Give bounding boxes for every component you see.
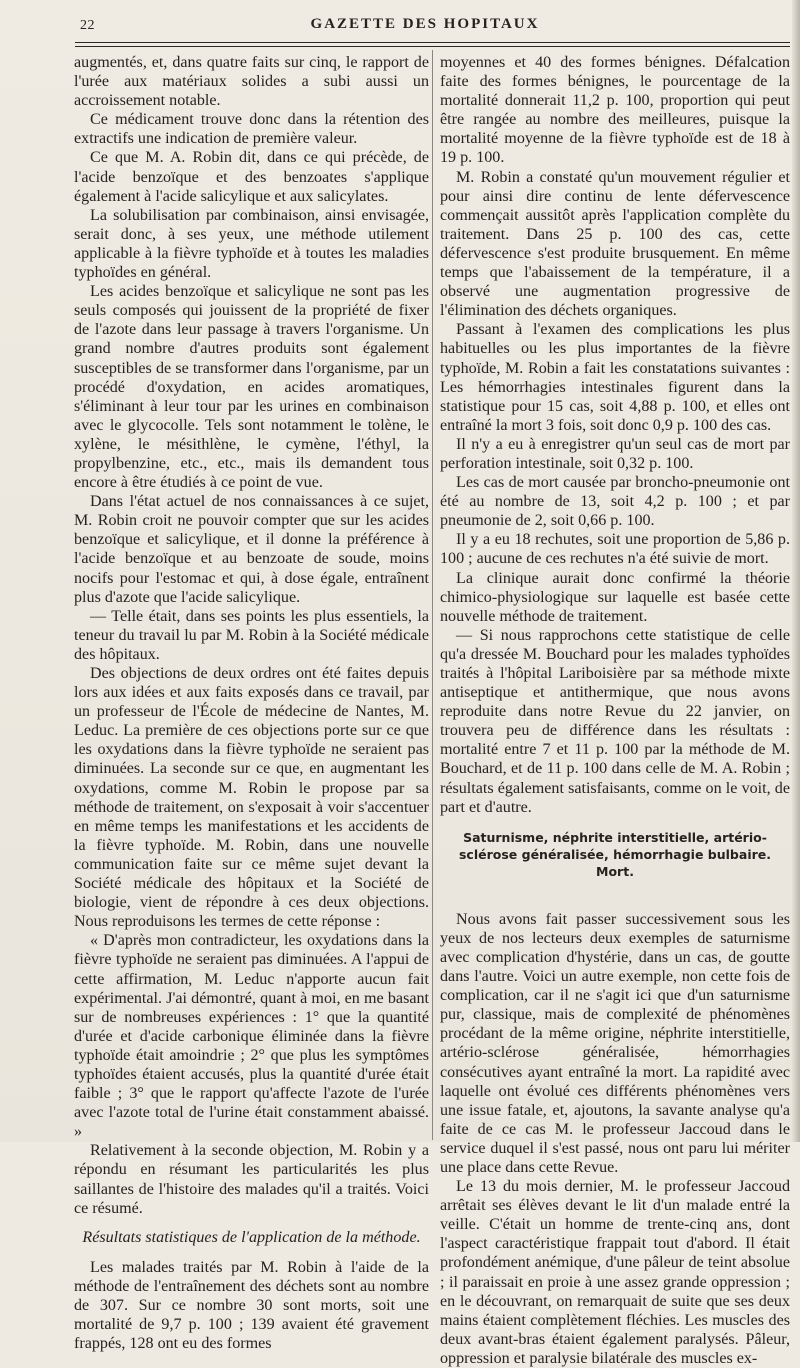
paragraph: Ce que M. A. Robin dit, dans ce qui précède, de l'acide benzoïque et des benzoates s'applique également à l'acide salicylique et aux salicylates. — [74, 149, 429, 205]
paragraph: Nous avons fait passer successivement sous les yeux de nos lecteurs deux exemples de saturnisme avec complication d'hystérie, dans un cas, de goutte dans l'autre. Voici un autre exemple, non cette fois de complication, car il ne s'agit ici que d'un saturnisme pur, classique, mais de complexité de phénomènes procédant de la même origine, néphrite interstitielle, artério-sclérose généralisée, hémorrhagies consécutives ayant entraîné la mort. La rapidité avec laquelle ont évolué ces différents phénomènes vers une issue fatale, et, ajoutons, la savante analyse qu'a faite de ce cas M. le professeur Jaccoud dans le service duquel il s'est passé, nous ont paru lui mériter une place dans cette Revue. — [440, 910, 790, 1176]
paragraph: moyennes et 40 des formes bénignes. Défalcation faite des formes bénignes, le pourcentage de la mortalité donnerait 11,2 p. 100, proportion qui peut être rangée au nombre des meilleures, puisque la mortalité moyenne de la fièvre typhoïde est de 18 à 19 p. 100. — [440, 54, 790, 167]
paragraph: Relativement à la seconde objection, M. Robin y a répondu en résumant les particularités les plus saillantes de l'histoire des malades qu'il a traités. Voici ce résumé. — [74, 1142, 429, 1217]
paragraph: Il y a eu 18 rechutes, soit une proportion de 5,86 p. 100 ; aucune de ces rechutes n'a été suivie de mort. — [440, 531, 790, 568]
paragraph: M. Robin a constaté qu'un mouvement régulier et pour ainsi dire continu de lente défervescence commençait aussitôt après l'application complète du traitement. Dans 25 p. 100 des cas, cette défervescence s'est produite brusquement. En même temps que l'abaissement de la température, il a observé une augmentation progressive de l'élimination des déchets organiques. — [440, 168, 790, 320]
paragraph: augmentés, et, dans quatre faits sur cinq, le rapport de l'urée aux matériaux solides a subi aussi un accroissement notable. — [74, 54, 429, 110]
paragraph: La clinique aurait donc confirmé la théorie chimico-physiologique sur laquelle est basée cette nouvelle méthode de traitement. — [440, 569, 790, 625]
paragraph: Dans l'état actuel de nos connaissances à ce sujet, M. Robin croit ne pouvoir compter que sur les acides benzoïque et salicylique, et il donne la préférence à l'acide benzoïque et au benzoate de soude, moins nocifs pour l'estomac et qui, à dose égale, entraînent plus d'azote que l'acide salicylique. — [74, 493, 429, 606]
header-rule — [75, 42, 790, 43]
left-column — [74, 53, 429, 1353]
paragraph: Les malades traités par M. Robin à l'aide de la méthode de l'entraînement des déchets sont au nombre de 307. Sur ce nombre 30 sont morts, soit une mortalité de 9,7 p. 100 ; 139 avaient été gravement frappés, 128 ont eu des formes — [74, 1258, 429, 1353]
paragraph: Le 13 du mois dernier, M. le professeur Jaccoud arrêtait ses élèves devant le lit d'un malade entré la veille. C'était un homme de trente-cinq ans, dont l'aspect caractéristique frappait tout d'abord. Il était profondément anémique, d'une pâleur de teint absolue ; il paraissait en proie à une assez grande oppression ; en le découvrant, on remarquait de suite que ses deux mains étaient complètement fléchies. Les muscles des deux avant-bras étaient également paralysés. Pâleur, oppression et paralysie bilatérale des muscles ex- — [440, 1178, 790, 1367]
paragraph: Des objections de deux ordres ont été faites depuis lors aux idées et aux faits exposés dans ce travail, par un professeur de l'École de médecine de Nantes, M. Leduc. La première de ces objections porte sur ce que les oxydations dans la fièvre typhoïde ne seraient pas diminuées. La seconde sur ce que, en augmentant les oxydations, comme M. Robin le propose par sa méthode de traitement, on s'exposait à voir s'accentuer en même temps les manifestations et les accidents de la fièvre typhoïde. M. Robin, dans une nouvelle communication faite sur ce même sujet devant la Société médicale des hôpitaux et la Société de biologie, vient de répondre à ces deux objections. Nous reproduisons les termes de cette réponse : — [74, 665, 429, 931]
page-edge — [792, 0, 800, 1142]
paragraph: Il n'y a eu à enregistrer qu'un seul cas de mort par perforation intestinale, soit 0,32 p. 100. — [440, 435, 790, 472]
paragraph: Ce médicament trouve donc dans la rétention des extractifs une indication de première valeur. — [74, 111, 429, 148]
paragraph: La solubilisation par combinaison, ainsi envisagée, serait donc, à ses yeux, une méthode utilement applicable à la fièvre typhoïde et à toutes les maladies typhoïdes en général. — [74, 206, 429, 282]
paragraph: Les acides benzoïque et salicylique ne sont pas les seuls composés qui jouissent de la propriété de fixer de l'azote dans leur passage à travers l'organisme. Un grand nombre d'autres produits sont également susceptibles de se transformer dans l'organisme, par un procédé d'oxydation, en acides aromatiques, s'éliminant à leur tour par les urines en combinaison avec le glycocolle. Tels sont notamment le tolène, le xylène, le mésithlène, le cymène, l'éthyl, la propylbenzine, etc., etc., mais ils demandent tous encore à être étudiés à ce point de vue. — [74, 283, 429, 492]
header-rule-double — [75, 46, 790, 47]
paragraph: Les cas de mort causée par broncho-pneumonie ont été au nombre de 13, soit 4,2 p. 100 ; et par pneumonie de 2, soit 0,66 p. 100. — [440, 474, 790, 530]
page-header — [60, 12, 790, 38]
paragraph: Passant à l'examen des complications les plus habituelles ou les plus importantes de la fièvre typhoïde, M. Robin a fait les constatations suivantes : Les hémorrhagies intestinales figurent dans la statistique pour 15 cas, soit 4,88 p. 100, et elles ont entraîné la mort 3 fois, soit donc 0,9 p. 100 des cas. — [440, 321, 790, 434]
right-column — [440, 53, 790, 1368]
page-number: 22 — [80, 18, 95, 33]
paragraph: — Si nous rapprochons cette statistique de celle qu'a dressée M. Bouchard pour les malades typhoïdes traités à l'hôpital Lariboisière par sa méthode mixte antiseptique et antithermique, que nous avons reproduite dans notre Revue du 22 janvier, on trouvera peu de différence dans les résultats : mortalité entre 7 et 11 p. 100 par la méthode de M. Bouchard, et de 11 p. 100 dans celle de M. A. Robin ; résultats également satisfaisants, comme on le voit, de part et d'autre. — [440, 626, 790, 816]
paragraph: — Telle était, dans ses points les plus essentiels, la teneur du travail lu par M. Robin à la Société médicale des hôpitaux. — [74, 607, 429, 663]
subheading: Résultats statistiques de l'application de la méthode. — [82, 1228, 421, 1246]
section-heading: Saturnisme, néphrite interstitielle, artério-sclérose généralisée, hémorrhagie bulbaire. Mort. — [458, 829, 771, 879]
journal-title: GAZETTE DES HOPITAUX — [310, 16, 540, 32]
quotation-paragraph: « D'après mon contradicteur, les oxydations dans la fièvre typhoïde ne seraient pas diminuées. A l'appui de cette affirmation, M. Leduc n'apporte aucun fait expérimental. J'ai démontré, quant à moi, en me basant sur de nombreuses expériences : 1° que la quantité d'urée et d'acide carbonique éliminée dans la fièvre typhoïde était amoindrie ; 2° que plus les symptômes typhoïdes étaient accusés, plus la quantité d'urée était faible ; 3° que le rapport qu'affecte l'azote de l'urée avec l'azote total de l'urine était constamment abaissé. » — [74, 932, 429, 1141]
column-divider — [432, 50, 433, 1140]
